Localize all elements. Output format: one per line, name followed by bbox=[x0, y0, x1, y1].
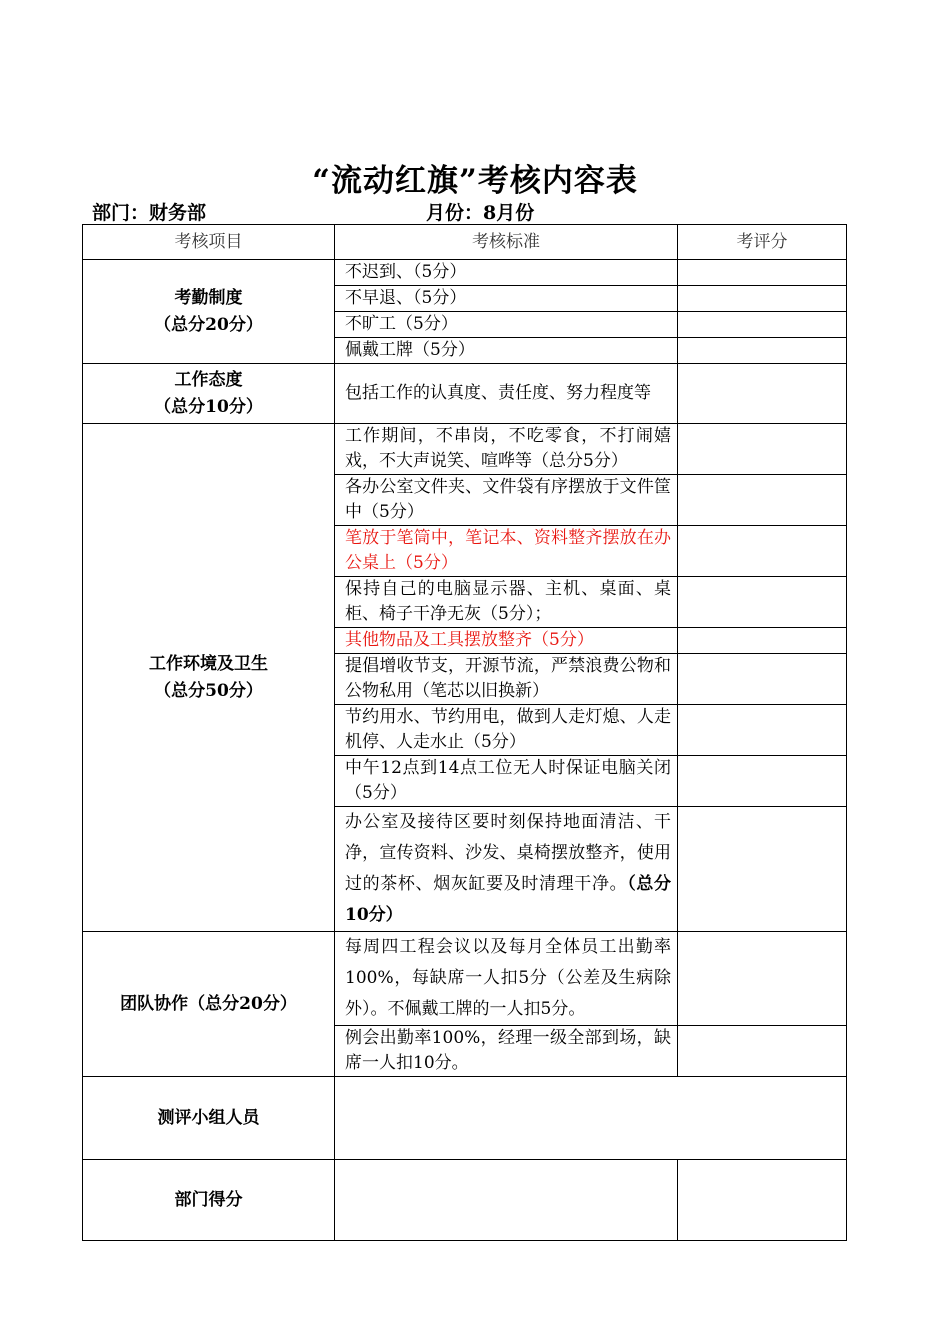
score-cell[interactable] bbox=[678, 932, 847, 1026]
standard-cell-highlight: 笔放于笔筒中，笔记本、资料整齐摆放在办公桌上（5分） bbox=[335, 526, 678, 577]
category-label: 考勤制度 bbox=[174, 287, 243, 308]
header-score: 考评分 bbox=[678, 225, 847, 260]
score-cell[interactable] bbox=[678, 364, 847, 424]
assessment-table bbox=[82, 224, 847, 1241]
table-row bbox=[83, 1077, 847, 1160]
standard-cell: 中午12点到14点工位无人时保证电脑关闭（5分） bbox=[335, 756, 678, 807]
category-teamwork bbox=[83, 932, 335, 1077]
standard-text: 办公室及接待区要时刻保持地面清洁、干净，宣传资料、沙发、桌椅摆放整齐，使用过的茶杯、烟灰缸要及时清理干净。 bbox=[345, 812, 671, 894]
table-row bbox=[83, 260, 847, 286]
standard-cell bbox=[335, 807, 678, 932]
standard-cell: 节约用水、节约用电，做到人走灯熄、人走机停、人走水止（5分） bbox=[335, 705, 678, 756]
standard-total: （总分10分） bbox=[345, 874, 672, 925]
score-cell[interactable] bbox=[678, 312, 847, 338]
score-cell[interactable] bbox=[678, 577, 847, 628]
department-score-label: 部门得分 bbox=[83, 1160, 335, 1241]
table-row bbox=[83, 424, 847, 475]
score-cell[interactable] bbox=[678, 260, 847, 286]
category-total: （总分20分） bbox=[154, 314, 263, 335]
evaluators-label: 测评小组人员 bbox=[83, 1077, 335, 1160]
standard-cell: 工作期间，不串岗，不吃零食，不打闹嬉戏，不大声说笑、喧哗等（总分5分） bbox=[335, 424, 678, 475]
document-title: “流动红旗”考核内容表 bbox=[312, 163, 638, 199]
header-row bbox=[83, 225, 847, 260]
standard-cell: 保持自己的电脑显示器、主机、桌面、桌柜、椅子干净无灰（5分）； bbox=[335, 577, 678, 628]
month-label: 月份：8月份 bbox=[426, 202, 535, 224]
score-cell[interactable] bbox=[678, 1160, 847, 1241]
table-row bbox=[83, 364, 847, 424]
score-cell[interactable] bbox=[678, 1026, 847, 1077]
standard-cell: 提倡增收节支，开源节流，严禁浪费公物和公物私用（笔芯以旧换新） bbox=[335, 654, 678, 705]
standard-cell: 每周四工程会议以及每月全体员工出勤率100%，每缺席一人扣5分（公差及生病除外）。不佩戴工牌的一人扣5分。 bbox=[335, 932, 678, 1026]
score-cell[interactable] bbox=[678, 705, 847, 756]
category-label: 工作态度 bbox=[174, 369, 243, 390]
header-item: 考核项目 bbox=[83, 225, 335, 260]
score-cell[interactable] bbox=[678, 654, 847, 705]
standard-cell: 不迟到、（5分） bbox=[335, 260, 678, 286]
category-total: （总分10分） bbox=[154, 396, 263, 417]
standard-cell: 包括工作的认真度、责任度、努力程度等 bbox=[335, 364, 678, 424]
evaluators-cell[interactable] bbox=[335, 1077, 847, 1160]
category-total: （总分50分） bbox=[154, 680, 263, 701]
score-cell[interactable] bbox=[678, 286, 847, 312]
standard-cell: 不旷工（5分） bbox=[335, 312, 678, 338]
score-cell[interactable] bbox=[678, 338, 847, 364]
category-attitude bbox=[83, 364, 335, 424]
score-cell[interactable] bbox=[678, 756, 847, 807]
standard-cell: 佩戴工牌（5分） bbox=[335, 338, 678, 364]
category-environment bbox=[83, 424, 335, 932]
header-standard: 考核标准 bbox=[335, 225, 678, 260]
score-cell[interactable] bbox=[678, 526, 847, 577]
table-row bbox=[83, 932, 847, 1026]
score-cell[interactable] bbox=[678, 807, 847, 932]
department-score-cell[interactable] bbox=[335, 1160, 678, 1241]
score-cell[interactable] bbox=[678, 628, 847, 654]
category-attendance bbox=[83, 260, 335, 364]
standard-cell: 例会出勤率100%，经理一级全部到场，缺席一人扣10分。 bbox=[335, 1026, 678, 1077]
score-cell[interactable] bbox=[678, 424, 847, 475]
category-label: 工作环境及卫生 bbox=[149, 653, 268, 674]
department-label: 部门：财务部 bbox=[92, 202, 207, 224]
standard-cell: 各办公室文件夹、文件袋有序摆放于文件筐中（5分） bbox=[335, 475, 678, 526]
table-row bbox=[83, 1160, 847, 1241]
score-cell[interactable] bbox=[678, 475, 847, 526]
category-label: 团队协作（总分20分） bbox=[120, 993, 297, 1014]
standard-cell: 不早退、（5分） bbox=[335, 286, 678, 312]
standard-cell-highlight: 其他物品及工具摆放整齐（5分） bbox=[335, 628, 678, 654]
